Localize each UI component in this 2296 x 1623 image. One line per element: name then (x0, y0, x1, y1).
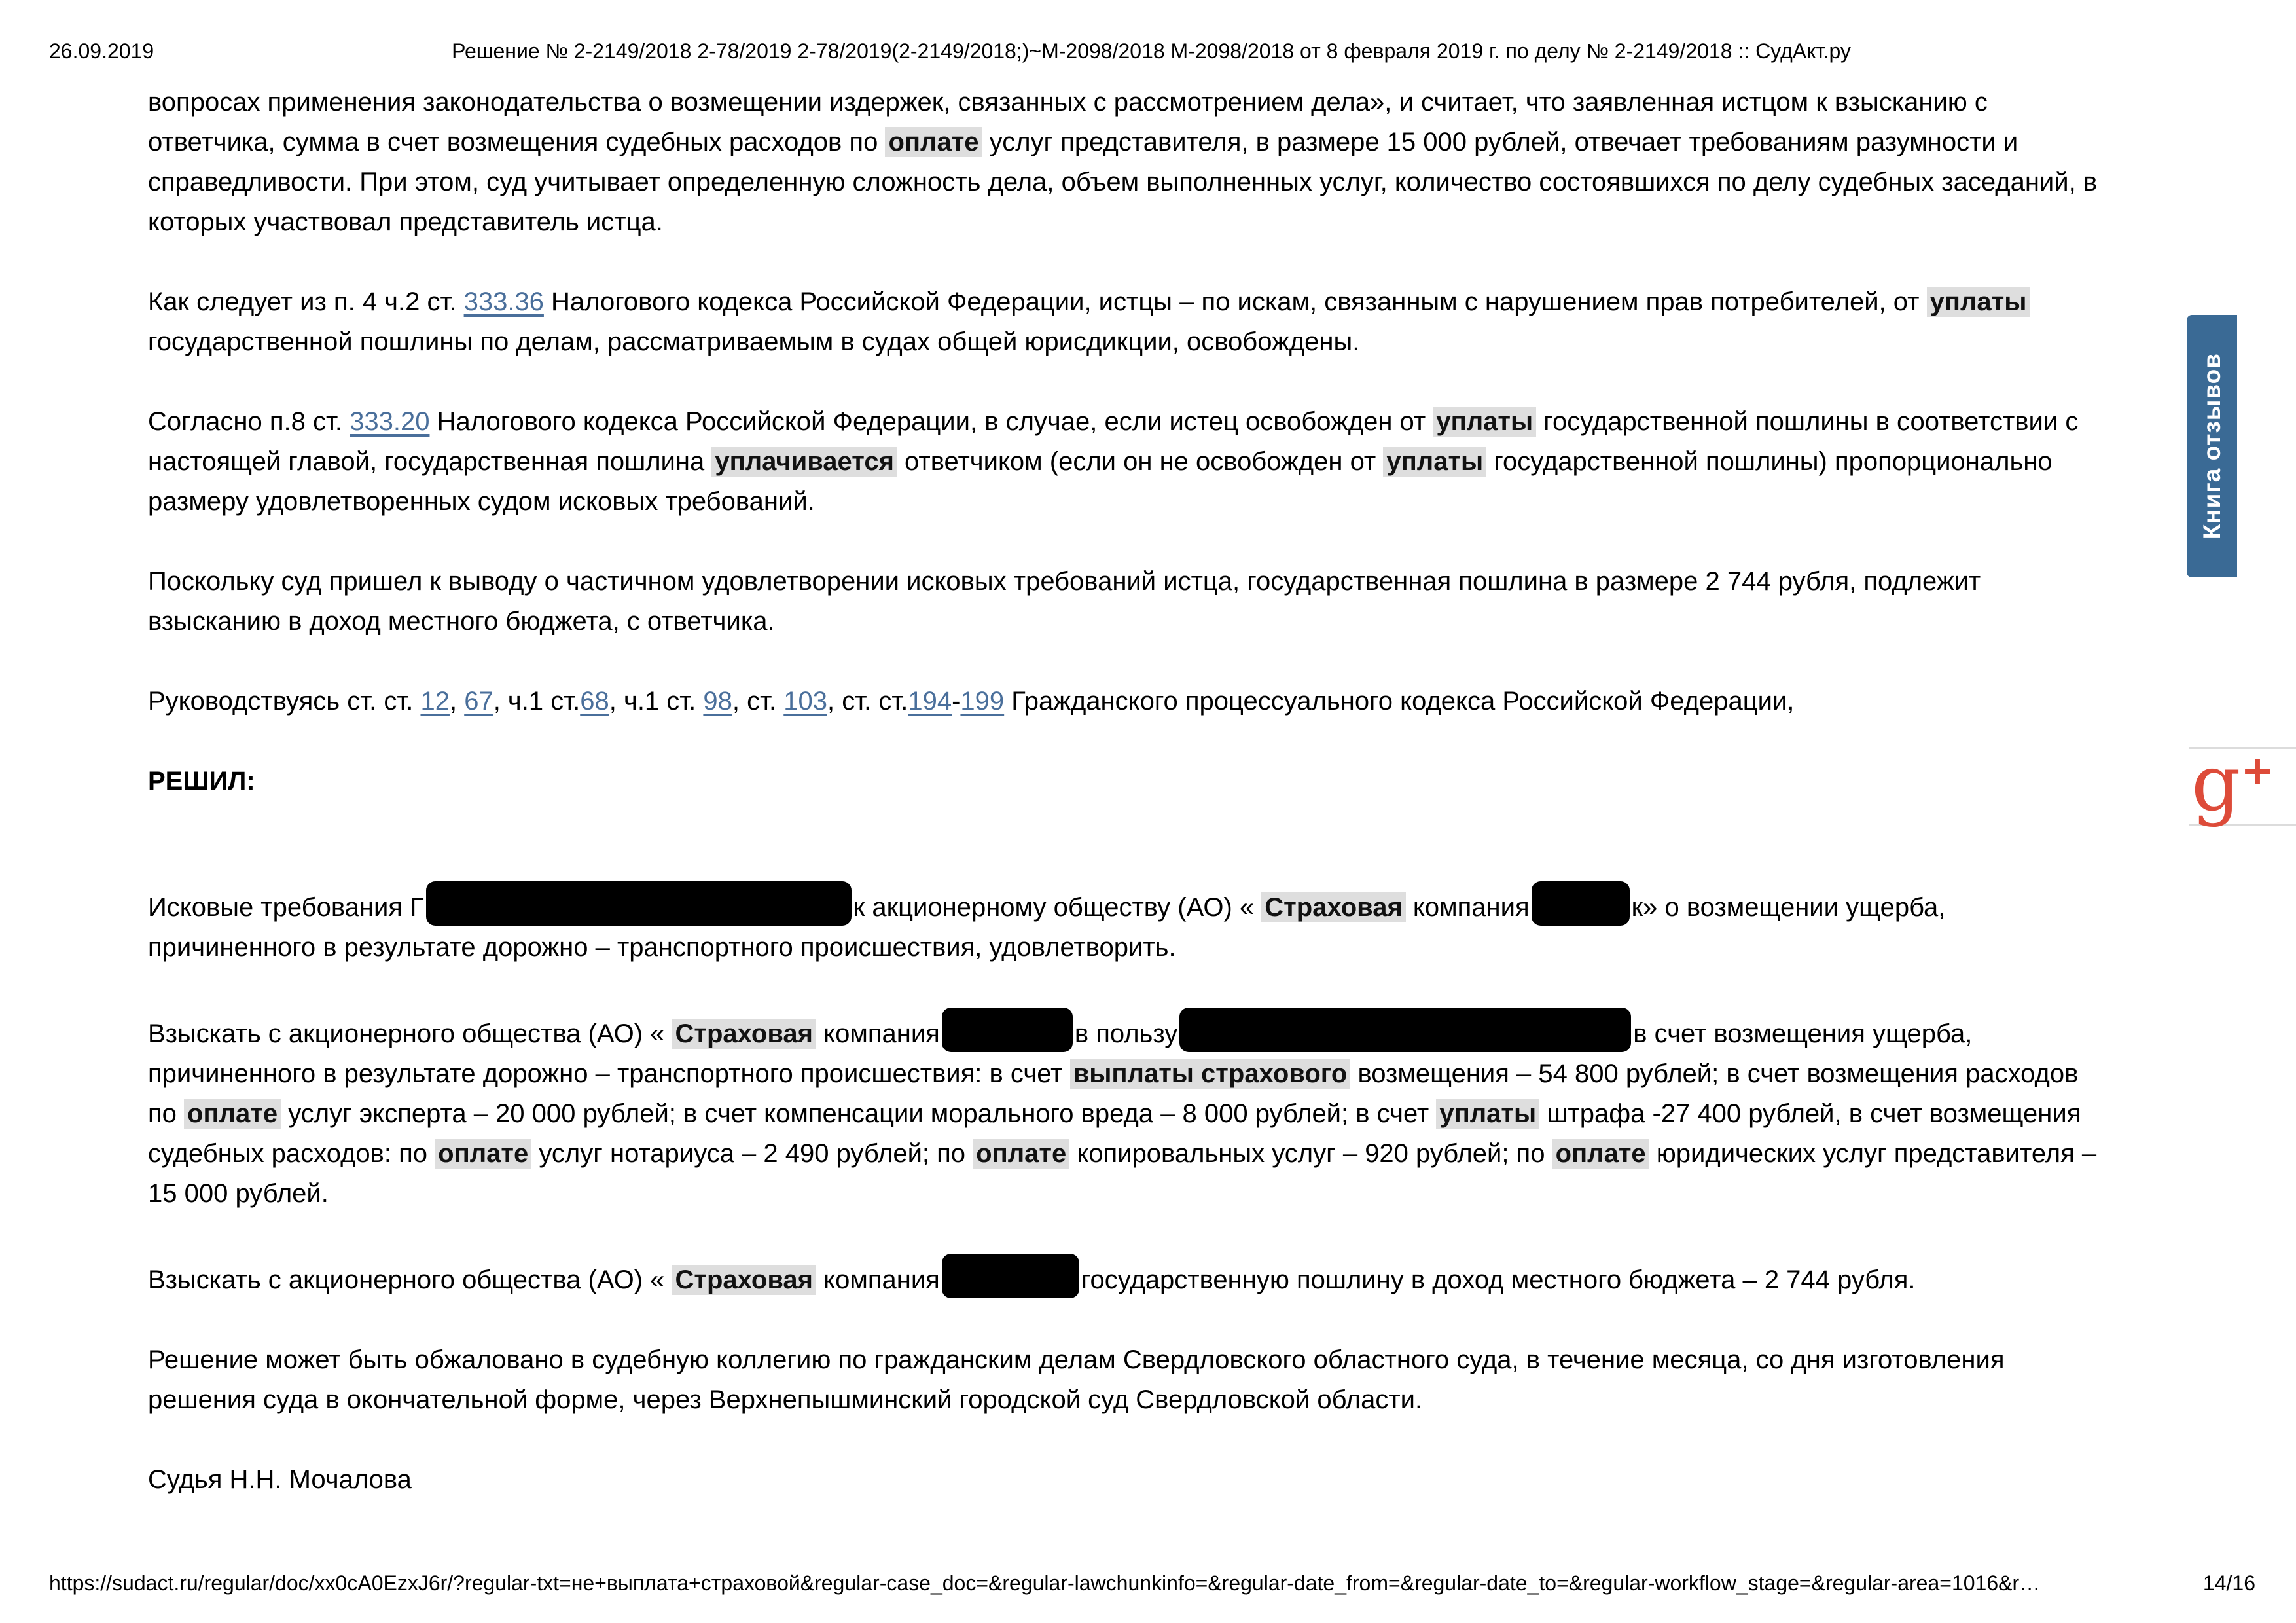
text-run: государственную пошлину в доход местного бюджета – 2 744 рубля. (1081, 1266, 1916, 1294)
paragraph (148, 82, 2101, 242)
redaction-box (1179, 1008, 1631, 1052)
text-run: государственной пошлины по делам, рассматриваемым в судах общей юрисдикции, освобождены. (148, 327, 1360, 356)
text-run: Согласно п.8 ст. (148, 407, 350, 436)
text-run: штрафа -27 400 рублей, в счет возмещения судебных расходов: по (148, 1099, 2081, 1168)
text-run: , ч.1 ст. (493, 687, 581, 716)
page-number: 14/16 (2202, 1571, 2255, 1595)
highlighted-term: оплате (184, 1099, 281, 1129)
text-run: Как следует из п. 4 ч.2 ст. (148, 287, 464, 316)
paragraph (148, 562, 2101, 642)
feedback-tab[interactable] (2187, 315, 2237, 577)
statute-link[interactable]: 12 (420, 687, 450, 716)
text-run: возмещения – 54 800 рублей; в счет возмещения расходов по (148, 1059, 2079, 1128)
text-run: Взыскать с акционерного общества (АО) « (148, 1019, 672, 1048)
redaction-box (942, 1254, 1079, 1298)
ruling-heading: РЕШИЛ: (148, 767, 255, 795)
text-run: Поскольку суд пришел к выводу о частичном удовлетворении исковых требований истца, государственная пошлина в размере 2 744 рубля, подлежит взысканию в доход местного бюджета, с ответчика. (148, 567, 1981, 636)
text-run: государственной пошлины) пропорционально размеру удовлетворенных судом исковых требований. (148, 447, 2053, 516)
feedback-tab-label: Книга отзывов (2198, 353, 2225, 539)
document-title: Решение № 2-2149/2018 2-78/2019 2-78/2019(2-2149/2018;)~М-2098/2018 М-2098/2018 от 8 февраля 2019 г. по делу № 2-2149/2018 :: СудАкт.ру (452, 39, 1851, 63)
text-run: , ст. (732, 687, 784, 716)
paragraph (148, 1254, 2101, 1300)
paragraph (148, 881, 2101, 968)
redaction-box (942, 1008, 1073, 1052)
footer-url: https://sudact.ru/regular/doc/xx0cA0EzxJ6r/?regular-txt=не+выплата+страховой&regular-case_doc=&regular-lawchunkinfo=&regular-date_from=&regular-date_to=&regular-workflow_stage=&regular-area=1016&r… (49, 1571, 2041, 1595)
text-run: Налогового кодекса Российской Федерации, истцы – по искам, связанным с нарушением прав потребителей, от (543, 287, 1927, 316)
highlighted-term: выплаты страхового (1070, 1059, 1351, 1089)
statute-link[interactable]: 333.20 (350, 407, 430, 436)
text-run: услуг эксперта – 20 000 рублей; в счет компенсации морального вреда – 8 000 рублей; в счет (281, 1099, 1437, 1128)
google-plus-icon-plus: + (2240, 746, 2275, 794)
statute-link[interactable]: 103 (783, 687, 827, 716)
text-run: в счет возмещения ущерба, причиненного в результате дорожно – транспортного происшествия: в счет (148, 1019, 1973, 1088)
statute-link[interactable]: 67 (464, 687, 493, 716)
text-run: компания (816, 1266, 940, 1294)
paragraph (148, 682, 2101, 721)
text-run: , ч.1 ст. (609, 687, 704, 716)
text-run: компания (816, 1019, 940, 1048)
print-header (49, 39, 2253, 68)
statute-link[interactable]: 199 (960, 687, 1005, 716)
text-run: Гражданского процессуального кодекса Российской Федерации, (1004, 687, 1795, 716)
highlighted-term: уплаты (1927, 287, 2030, 317)
highlighted-term: уплаты (1383, 447, 1486, 477)
text-run: юридических услуг представителя – 15 000 рублей. (148, 1139, 2097, 1208)
highlighted-term: уплачивается (711, 447, 897, 477)
google-plus-button[interactable] (2189, 738, 2296, 828)
statute-link[interactable]: 333.36 (463, 287, 544, 316)
statute-link[interactable]: 68 (580, 687, 609, 716)
text-run: Взыскать с акционерного общества (АО) « (148, 1266, 672, 1294)
print-footer (49, 1571, 2255, 1596)
text-run: , ст. ст. (827, 687, 908, 716)
highlighted-term: Страховая (1261, 892, 1406, 922)
text-run: в пользу (1074, 1019, 1178, 1048)
text-run: - (952, 687, 961, 716)
statute-link[interactable]: 194 (908, 687, 952, 716)
highlighted-term: оплате (973, 1139, 1069, 1169)
document-body (148, 82, 2101, 1500)
highlighted-term: оплате (435, 1139, 531, 1169)
redaction-box (1532, 881, 1630, 926)
highlighted-term: оплате (1552, 1139, 1649, 1169)
text-run: копировальных услуг – 920 рублей; по (1069, 1139, 1552, 1168)
text-run: услуг представителя, в размере 15 000 рублей, отвечает требованиям разумности и справедливости. При этом, суд учитывает определенную сложность дела, объем выполненных услуг, количество состоявшихся по делу судебных заседаний, в которых участвовал представитель истца. (148, 128, 2098, 236)
text-run: , (449, 687, 465, 716)
print-date: 26.09.2019 (49, 39, 154, 63)
text-run: государственной пошлины в соответствии с настоящей главой, государственная пошлина (148, 407, 2079, 476)
paragraph (148, 402, 2101, 522)
highlighted-term: Страховая (672, 1265, 817, 1295)
text-run: к акционерному обществу (АО) « (853, 893, 1262, 922)
paragraph (148, 1340, 2101, 1420)
paragraph (148, 282, 2101, 362)
text-run: компания (1405, 893, 1530, 922)
redaction-box (426, 881, 852, 926)
text-run: вопросах применения законодательства о возмещении издержек, связанных с рассмотрением дела», и считает, что заявленная истцом к взысканию с ответчика, сумма в счет возмещения судебных расходов по (148, 88, 1988, 156)
text-run: Решение может быть обжаловано в судебную коллегию по гражданским делам Свердловского областного суда, в течение месяца, со дня изготовления решения суда в окончательной форме, через Верхнепышминский городской суд Свердловской области. (148, 1345, 2005, 1414)
text-run: услуг нотариуса – 2 490 рублей; по (531, 1139, 973, 1168)
text-run: Исковые требования Г (148, 893, 424, 922)
highlighted-term: уплаты (1436, 1099, 1539, 1129)
google-plus-icon: g (2191, 738, 2241, 828)
statute-link[interactable]: 98 (703, 687, 732, 716)
text-run: к» о возмещении ущерба, причиненного в результате дорожно – транспортного происшествия, удовлетворить. (148, 893, 1946, 962)
highlighted-term: оплате (885, 127, 982, 157)
text-run: ответчиком (если он не освобожден от (897, 447, 1384, 476)
text-run: Налогового кодекса Российской Федерации, в случае, если истец освобожден от (429, 407, 1433, 436)
text-run: Руководствуясь ст. ст. (148, 687, 421, 716)
highlighted-term: уплаты (1433, 407, 1536, 437)
paragraph (148, 1008, 2101, 1214)
highlighted-term: Страховая (672, 1019, 817, 1049)
judge-signature: Судья Н.Н. Мочалова (148, 1465, 412, 1494)
